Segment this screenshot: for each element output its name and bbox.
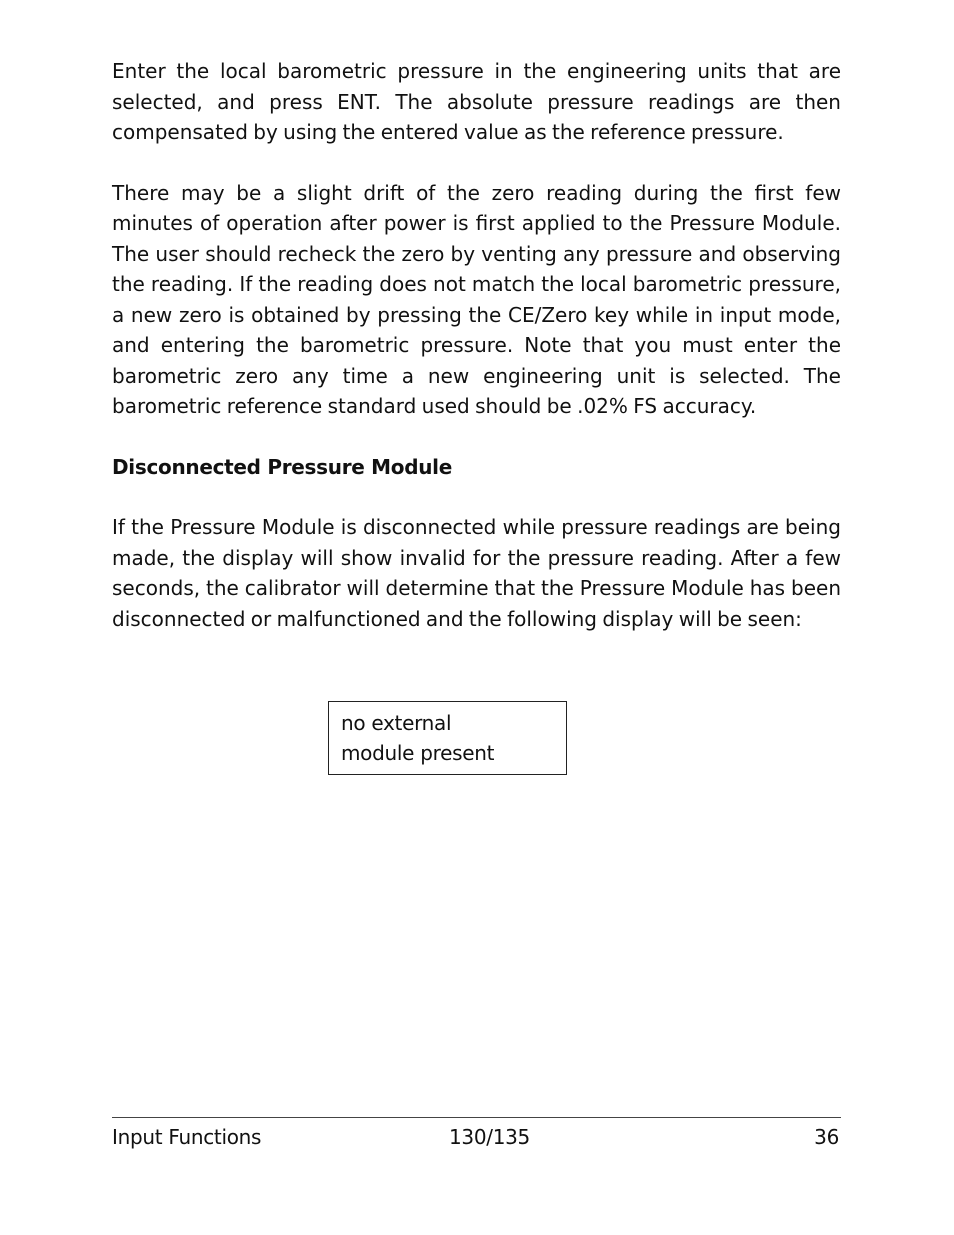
display-line-2: module present [341,741,495,765]
footer-page-number: 36 [814,1125,839,1149]
paragraph-barometric-entry: Enter the local barometric pressure in the engineering units that are selected, and press ENT. The absolute pressure readings are then compensated by using the entered value as the reference pressure. [112,59,841,144]
page-content [112,56,841,634]
paragraph-zero-drift: There may be a slight drift of the zero reading during the first few minutes of operation after power is first applied to the Pressure Module. The user should recheck the zero by venting any pressure and observing the reading. If the reading does not match the local barometric pressure, a new zero is obtained by pressing the CE/Zero key while in input mode, and entering the barometric pressure. Note that you must enter the barometric zero any time a new engineering unit is selected. The barometric reference standard used should be .02% FS accuracy. [112,180,841,418]
paragraph-disconnected-module: If the Pressure Module is disconnected while pressure readings are being made, the display will show invalid for the pressure reading. After a few seconds, the calibrator will determine that the Pressure Module has been disconnected or malfunctioned and the following display will be seen: [112,515,841,631]
footer-divider [112,1117,841,1118]
display-line-1: no external [341,711,452,735]
display-readout-box [328,701,567,775]
section-heading: Disconnected Pressure Module [112,454,452,479]
footer-section-title: Input Functions [112,1125,262,1149]
footer-model-number: 130/135 [449,1125,530,1149]
